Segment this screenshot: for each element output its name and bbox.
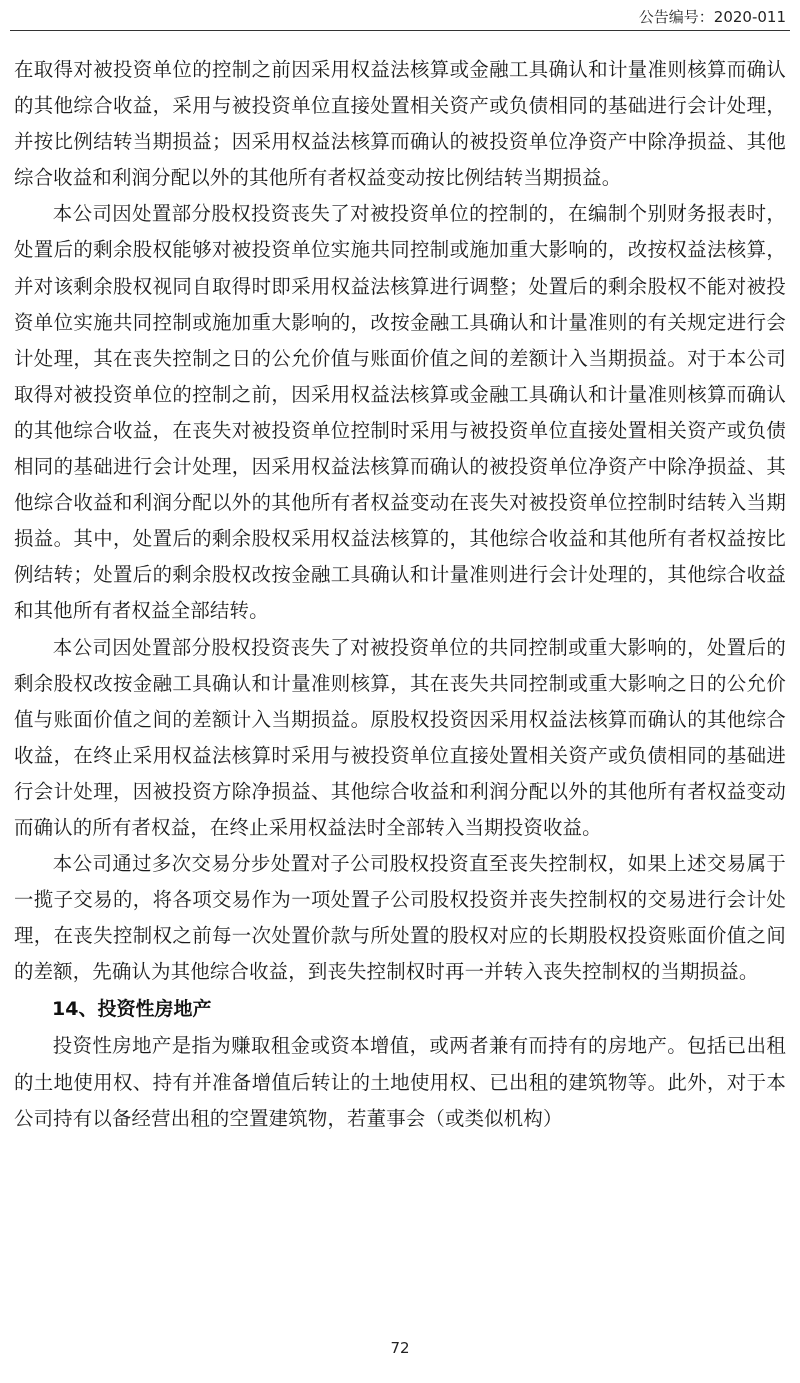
paragraph-partial-disposal-control: 本公司因处置部分股权投资丧失了对被投资单位的控制的，在编制个别财务报表时，处置后的剩余股权能够对被投资单位实施共同控制或施加重大影响的，改按权益法核算，并对该剩余股权视同自取得时即采用权益法核算进行调整；处置后的剩余股权不能对被投资单位实施共同控制或施加重大影响的，改按金融工具确认和计量准则的有关规定进行会计处理，其在丧失控制之日的公允价值与账面价值之间的差额计入当期损益。对于本公司取得对被投资单位的控制之前，因采用权益法核算或金融工具确认和计量准则核算而确认的其他综合收益，在丧失对被投资单位控制时采用与被投资单位直接处置相关资产或负债相同的基础进行会计处理，因采用权益法核算而确认的被投资单位净资产中除净损益、其他综合收益和利润分配以外的其他所有者权益变动在丧失对被投资单位控制时结转入当期损益。其中，处置后的剩余股权采用权益法核算的，其他综合收益和其他所有者权益按比例结转；处置后的剩余股权改按金融工具确认和计量准则进行会计处理的，其他综合收益和其他所有者权益全部结转。	[14, 202, 786, 623]
paragraph-investment-property: 投资性房地产是指为赚取租金或资本增值，或两者兼有而持有的房地产。包括已出租的土地使用权、持有并准备增值后转让的土地使用权、已出租的建筑物等。此外，对于本公司持有以备经营出租的空置建筑物，若董事会（或类似机构）	[14, 1034, 786, 1130]
page-number: 72	[390, 1339, 410, 1357]
paragraph-continuation: 在取得对被投资单位的控制之前因采用权益法核算或金融工具确认和计量准则核算而确认的其他综合收益，采用与被投资单位直接处置相关资产或负债相同的基础进行会计处理，并按比例结转当期损益；因采用权益法核算而确认的被投资单位净资产中除净损益、其他综合收益和利润分配以外的其他所有者权益变动按比例结转当期损益。	[14, 58, 786, 190]
announcement-number: 公告编号：2020-011	[638, 8, 786, 26]
document-body	[14, 52, 786, 1137]
paragraph-partial-disposal-joint-control: 本公司因处置部分股权投资丧失了对被投资单位的共同控制或重大影响的，处置后的剩余股权改按金融工具确认和计量准则核算，其在丧失共同控制或重大影响之日的公允价值与账面价值之间的差额计入当期损益。原股权投资因采用权益法核算而确认的其他综合收益，在终止采用权益法核算时采用与被投资单位直接处置相关资产或负债相同的基础进行会计处理，因被投资方除净损益、其他综合收益和利润分配以外的其他所有者权益变动而确认的所有者权益，在终止采用权益法时全部转入当期投资收益。	[14, 635, 786, 839]
paragraph-stepwise-disposal: 本公司通过多次交易分步处置对子公司股权投资直至丧失控制权，如果上述交易属于一揽子交易的，将各项交易作为一项处置子公司股权投资并丧失控制权的交易进行会计处理，在丧失控制权之前每一次处置价款与所处置的股权对应的长期股权投资账面价值之间的差额，先确认为其他综合收益，到丧失控制权时再一并转入丧失控制权的当期损益。	[14, 852, 786, 984]
section-heading: 14、投资性房地产	[52, 998, 212, 1021]
page-header	[10, 0, 790, 31]
